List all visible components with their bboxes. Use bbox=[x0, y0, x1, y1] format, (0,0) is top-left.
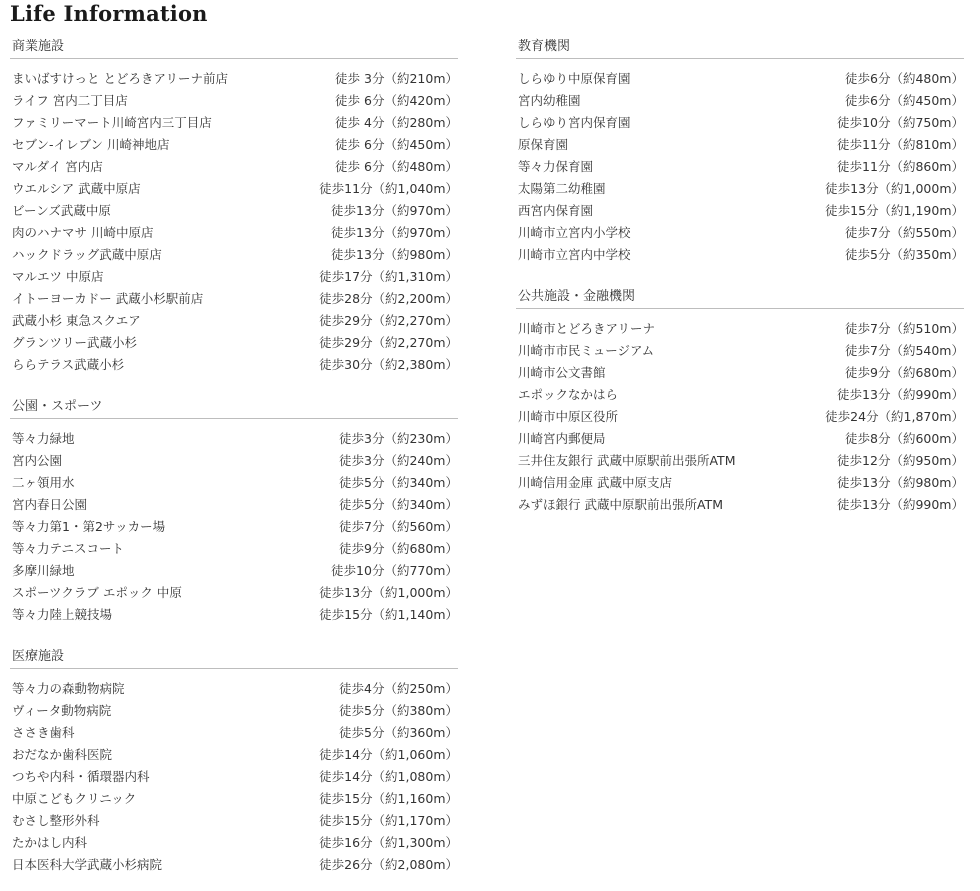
facility-name: 中原こどもクリニック bbox=[12, 791, 137, 806]
facility-name: グランツリー武蔵小杉 bbox=[12, 335, 138, 350]
walking-distance: 徒歩5分（約350m） bbox=[845, 247, 964, 262]
facility-name: 多摩川緑地 bbox=[12, 563, 75, 578]
walking-distance: 徒歩 6分（約420m） bbox=[335, 93, 458, 108]
facility-section bbox=[516, 286, 964, 515]
facility-name: 川崎市立宮内小学校 bbox=[518, 225, 631, 240]
walking-distance: 徒歩15分（約1,160m） bbox=[319, 791, 458, 806]
walking-distance: 徒歩11分（約810m） bbox=[837, 137, 964, 152]
facility-name: おだなか歯科医院 bbox=[12, 747, 113, 762]
facility-name: 川崎市とどろきアリーナ bbox=[518, 321, 656, 336]
section-title: 商業施設 bbox=[10, 36, 458, 59]
facility-row bbox=[10, 199, 458, 221]
facility-row bbox=[10, 537, 458, 559]
facility-row bbox=[10, 581, 458, 603]
facility-row bbox=[516, 383, 964, 405]
facility-name: 原保育園 bbox=[518, 137, 569, 152]
facility-row bbox=[516, 67, 964, 89]
walking-distance: 徒歩13分（約970m） bbox=[331, 203, 458, 218]
walking-distance: 徒歩11分（約1,040m） bbox=[319, 181, 458, 196]
walking-distance: 徒歩7分（約560m） bbox=[339, 519, 458, 534]
facility-row bbox=[10, 787, 458, 809]
facility-name: ららテラス武蔵小杉 bbox=[12, 357, 125, 372]
facility-row bbox=[10, 331, 458, 353]
walking-distance: 徒歩15分（約1,190m） bbox=[825, 203, 964, 218]
walking-distance: 徒歩7分（約540m） bbox=[845, 343, 964, 358]
facility-list bbox=[10, 427, 458, 625]
walking-distance: 徒歩13分（約980m） bbox=[331, 247, 458, 262]
walking-distance: 徒歩15分（約1,140m） bbox=[319, 607, 458, 622]
facility-section bbox=[516, 36, 964, 265]
facility-name: 等々力の森動物病院 bbox=[12, 681, 125, 696]
walking-distance: 徒歩28分（約2,200m） bbox=[319, 291, 458, 306]
facility-name: 西宮内保育園 bbox=[518, 203, 594, 218]
section-title: 医療施設 bbox=[10, 646, 458, 669]
facility-name: 肉のハナマサ 川崎中原店 bbox=[12, 225, 154, 240]
walking-distance: 徒歩13分（約990m） bbox=[837, 387, 964, 402]
facility-name: 川崎信用金庫 武蔵中原支店 bbox=[518, 475, 672, 490]
walking-distance: 徒歩 6分（約480m） bbox=[335, 159, 458, 174]
walking-distance: 徒歩3分（約230m） bbox=[339, 431, 458, 446]
walking-distance: 徒歩17分（約1,310m） bbox=[319, 269, 458, 284]
facility-row bbox=[516, 405, 964, 427]
facility-row bbox=[10, 471, 458, 493]
facility-section bbox=[10, 396, 458, 625]
facility-name: 川崎市立宮内中学校 bbox=[518, 247, 631, 262]
walking-distance: 徒歩13分（約970m） bbox=[331, 225, 458, 240]
facility-row bbox=[516, 361, 964, 383]
facility-name: スポーツクラブ エポック 中原 bbox=[12, 585, 182, 600]
facility-name: エポックなかはら bbox=[518, 387, 619, 402]
walking-distance: 徒歩13分（約980m） bbox=[837, 475, 964, 490]
facility-name: しらゆり宮内保育園 bbox=[518, 115, 631, 130]
walking-distance: 徒歩12分（約950m） bbox=[837, 453, 964, 468]
facility-name: ファミリーマート川崎宮内三丁目店 bbox=[12, 115, 212, 130]
facility-name: 三井住友銀行 武蔵中原駅前出張所ATM bbox=[518, 453, 736, 468]
facility-row bbox=[10, 243, 458, 265]
facility-row bbox=[516, 493, 964, 515]
facility-row bbox=[516, 221, 964, 243]
section-title: 教育機関 bbox=[516, 36, 964, 59]
walking-distance: 徒歩13分（約990m） bbox=[837, 497, 964, 512]
left-column bbox=[10, 36, 458, 875]
facility-row bbox=[10, 177, 458, 199]
walking-distance: 徒歩6分（約450m） bbox=[845, 93, 964, 108]
walking-distance: 徒歩5分（約340m） bbox=[339, 497, 458, 512]
facility-list bbox=[10, 677, 458, 875]
facility-row bbox=[516, 339, 964, 361]
facility-name: ビーンズ武蔵中原 bbox=[12, 203, 111, 218]
facility-row bbox=[10, 677, 458, 699]
facility-name: セブン-イレブン 川崎神地店 bbox=[12, 137, 170, 152]
facility-name: 太陽第二幼稚園 bbox=[518, 181, 606, 196]
facility-name: ウエルシア 武蔵中原店 bbox=[12, 181, 141, 196]
facility-row bbox=[10, 515, 458, 537]
walking-distance: 徒歩30分（約2,380m） bbox=[319, 357, 458, 372]
facility-name: 宮内幼稚園 bbox=[518, 93, 581, 108]
facility-row bbox=[10, 133, 458, 155]
facility-name: ヴィータ動物病院 bbox=[12, 703, 112, 718]
facility-name: 等々力保育園 bbox=[518, 159, 594, 174]
walking-distance: 徒歩5分（約380m） bbox=[339, 703, 458, 718]
facility-list bbox=[10, 67, 458, 375]
section-title: 公共施設・金融機関 bbox=[516, 286, 964, 309]
facility-name: 川崎市市民ミュージアム bbox=[518, 343, 655, 358]
facility-row bbox=[516, 427, 964, 449]
walking-distance: 徒歩29分（約2,270m） bbox=[319, 313, 458, 328]
facility-row bbox=[10, 221, 458, 243]
facility-name: ライフ 宮内二丁目店 bbox=[12, 93, 128, 108]
facility-row bbox=[10, 831, 458, 853]
facility-row bbox=[516, 199, 964, 221]
facility-name: 川崎市中原区役所 bbox=[518, 409, 619, 424]
facility-row bbox=[516, 317, 964, 339]
facility-row bbox=[10, 853, 458, 875]
facility-row bbox=[516, 243, 964, 265]
walking-distance: 徒歩26分（約2,080m） bbox=[319, 857, 458, 872]
page-title: Life Information bbox=[10, 1, 208, 26]
facility-row bbox=[10, 353, 458, 375]
facility-name: マルエツ 中原店 bbox=[12, 269, 104, 284]
facility-section bbox=[10, 36, 458, 375]
facility-row bbox=[516, 449, 964, 471]
facility-row bbox=[10, 287, 458, 309]
facility-name: みずほ銀行 武蔵中原駅前出張所ATM bbox=[518, 497, 723, 512]
facility-name: マルダイ 宮内店 bbox=[12, 159, 103, 174]
facility-list bbox=[516, 67, 964, 265]
walking-distance: 徒歩5分（約340m） bbox=[339, 475, 458, 490]
facility-name: つちや内科・循環器内科 bbox=[12, 769, 150, 784]
right-column bbox=[516, 36, 964, 515]
walking-distance: 徒歩9分（約680m） bbox=[845, 365, 964, 380]
facility-list bbox=[516, 317, 964, 515]
facility-row bbox=[10, 265, 458, 287]
facility-row bbox=[10, 743, 458, 765]
facility-row bbox=[10, 765, 458, 787]
facility-name: 等々力第1・第2サッカー場 bbox=[12, 519, 166, 534]
facility-name: まいばすけっと とどろきアリーナ前店 bbox=[12, 71, 228, 86]
facility-name: 等々力緑地 bbox=[12, 431, 75, 446]
facility-name: 日本医科大学武蔵小杉病院 bbox=[12, 857, 163, 872]
walking-distance: 徒歩 4分（約280m） bbox=[335, 115, 458, 130]
facility-name: ハックドラッグ武蔵中原店 bbox=[12, 247, 162, 262]
walking-distance: 徒歩 3分（約210m） bbox=[335, 71, 458, 86]
facility-name: 等々力テニスコート bbox=[12, 541, 125, 556]
walking-distance: 徒歩15分（約1,170m） bbox=[319, 813, 458, 828]
facility-row bbox=[10, 111, 458, 133]
facility-row bbox=[10, 493, 458, 515]
walking-distance: 徒歩8分（約600m） bbox=[845, 431, 964, 446]
walking-distance: 徒歩14分（約1,060m） bbox=[319, 747, 458, 762]
facility-name: 等々力陸上競技場 bbox=[12, 607, 113, 622]
walking-distance: 徒歩4分（約250m） bbox=[339, 681, 458, 696]
walking-distance: 徒歩24分（約1,870m） bbox=[825, 409, 964, 424]
facility-row bbox=[10, 559, 458, 581]
facility-name: イトーヨーカドー 武蔵小杉駅前店 bbox=[12, 291, 204, 306]
facility-name: 宮内春日公園 bbox=[12, 497, 88, 512]
facility-row bbox=[10, 309, 458, 331]
walking-distance: 徒歩 6分（約450m） bbox=[335, 137, 458, 152]
walking-distance: 徒歩9分（約680m） bbox=[339, 541, 458, 556]
facility-row bbox=[10, 67, 458, 89]
facility-name: たかはし内科 bbox=[12, 835, 88, 850]
facility-row bbox=[516, 155, 964, 177]
facility-row bbox=[10, 155, 458, 177]
walking-distance: 徒歩6分（約480m） bbox=[845, 71, 964, 86]
walking-distance: 徒歩7分（約550m） bbox=[845, 225, 964, 240]
facility-row bbox=[10, 603, 458, 625]
walking-distance: 徒歩13分（約1,000m） bbox=[825, 181, 964, 196]
walking-distance: 徒歩5分（約360m） bbox=[339, 725, 458, 740]
facility-name: むさし整形外科 bbox=[12, 813, 100, 828]
facility-row bbox=[10, 449, 458, 471]
walking-distance: 徒歩13分（約1,000m） bbox=[319, 585, 458, 600]
walking-distance: 徒歩11分（約860m） bbox=[837, 159, 964, 174]
facility-name: 川崎市公文書館 bbox=[518, 365, 606, 380]
facility-row bbox=[516, 177, 964, 199]
walking-distance: 徒歩10分（約770m） bbox=[331, 563, 458, 578]
facility-row bbox=[10, 699, 458, 721]
walking-distance: 徒歩7分（約510m） bbox=[845, 321, 964, 336]
walking-distance: 徒歩14分（約1,080m） bbox=[319, 769, 458, 784]
walking-distance: 徒歩3分（約240m） bbox=[339, 453, 458, 468]
walking-distance: 徒歩29分（約2,270m） bbox=[319, 335, 458, 350]
facility-name: 川崎宮内郵便局 bbox=[518, 431, 606, 446]
facility-row bbox=[516, 471, 964, 493]
facility-name: 二ヶ領用水 bbox=[12, 475, 75, 490]
walking-distance: 徒歩16分（約1,300m） bbox=[319, 835, 458, 850]
facility-name: 宮内公園 bbox=[12, 453, 63, 468]
facility-row bbox=[10, 809, 458, 831]
facility-name: しらゆり中原保育園 bbox=[518, 71, 631, 86]
facility-name: ささき歯科 bbox=[12, 725, 75, 740]
facility-row bbox=[10, 721, 458, 743]
facility-row bbox=[516, 111, 964, 133]
facility-row bbox=[516, 133, 964, 155]
walking-distance: 徒歩10分（約750m） bbox=[837, 115, 964, 130]
facility-row bbox=[516, 89, 964, 111]
facility-row bbox=[10, 427, 458, 449]
facility-row bbox=[10, 89, 458, 111]
section-title: 公園・スポーツ bbox=[10, 396, 458, 419]
facility-name: 武蔵小杉 東急スクエア bbox=[12, 313, 141, 328]
facility-section bbox=[10, 646, 458, 875]
